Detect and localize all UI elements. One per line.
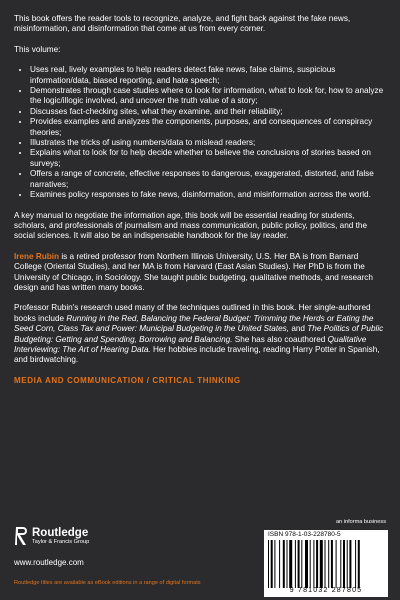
- back-cover-text: [14, 14, 386, 386]
- book-title: The Politics of Public Budgeting: Getting and Spending, Borrowing and Balancing.: [14, 324, 384, 344]
- research-text: Her hobbies include traveling, reading Harry Potter in Spanish, and birdwatching.: [14, 344, 380, 365]
- publisher-website: www.routledge.com: [14, 558, 84, 567]
- author-bio: [14, 252, 386, 294]
- intro-paragraph: This book offers the reader tools to recognize, analyze, and fight back against the fake news, misinformation, and disinformation that come at us from every corner.: [14, 14, 351, 34]
- barcode-icon: [268, 540, 384, 588]
- feature-item: • Offers a range of concrete, effective responses to dangerous, exaggerated, distorted, and false narratives;: [30, 169, 386, 190]
- book-title: Qualitative Interviewing: The Art of Hearing Data.: [14, 334, 367, 354]
- ebook-note: Routledge titles are available as eBook editions in a range of digital formats: [14, 580, 201, 586]
- research-text: and: [289, 324, 308, 334]
- research-paragraph: [14, 303, 386, 365]
- barcode-block: [264, 530, 388, 597]
- feature-item: • Explains what to look for to help decide whether to believe the conclusions of stories based on surveys;: [30, 148, 386, 169]
- routledge-logo-icon: [14, 526, 28, 546]
- book-titles: Running in the Red, Balancing the Federal Budget: Trimming the Herds or Eating the Seed Corn, Class Tax and Power: Municipal Budgeting in the United States,: [14, 313, 374, 334]
- research-text: Professor Rubin's research used many of the techniques outlined in this book. Her single-authored books include: [14, 303, 371, 323]
- isbn-number: ISBN 978-1-03-228780-5: [268, 531, 341, 538]
- subject-category: MEDIA AND COMMUNICATION / CRITICAL THINKING: [14, 375, 241, 385]
- publisher-group: Taylor & Francis Group: [32, 538, 90, 545]
- summary-paragraph: A key manual to negotiate the information age, this book will be essential reading for students, scholars, and professionals of journalism and mass communication, public policy, politics, and the social sciences. It will also be an indispensable handbook for the lay reader.: [14, 210, 367, 241]
- barcode-box: [264, 530, 388, 597]
- feature-list: [14, 65, 386, 200]
- feature-item: • Uses real, lively examples to help readers detect fake news, false claims, suspicious information/data, biased reporting, and hate speech;: [30, 65, 386, 86]
- publisher-name: Routledge: [32, 526, 89, 539]
- barcode-digits: 9 781032 287805: [289, 587, 363, 594]
- author-bio-text: is a retired professor from Northern Illinois University, U.S. Her BA is from Barnard College (Oriental Studies), and her MA is from Harvard (East Asian Studies). Her PhD is from the University of Chicago, in Sociology. She taught public budgeting, qualitative methods, and research design and has written many books.: [14, 251, 373, 292]
- author-name: Irene Rubin: [14, 251, 60, 261]
- informa-business: an informa business: [335, 519, 386, 525]
- research-text: She has also coauthored: [232, 334, 328, 344]
- feature-item: • Demonstrates through case studies where to look for information, what to look for, how to analyze the logic/illogic involved, and uncover the truth value of a story;: [30, 86, 386, 107]
- publisher-logo: [14, 526, 89, 546]
- feature-item: • Illustrates the tricks of using numbers/data to mislead readers;: [30, 138, 386, 148]
- volume-label: This volume:: [14, 44, 61, 54]
- feature-item: • Discusses fact-checking sites, what they examine, and their reliability;: [30, 107, 386, 117]
- feature-item: • Examines policy responses to fake news, disinformation, and misinformation across the world.: [30, 190, 386, 200]
- feature-item: • Provides examples and analyzes the components, purposes, and consequences of conspiracy theories;: [30, 117, 386, 138]
